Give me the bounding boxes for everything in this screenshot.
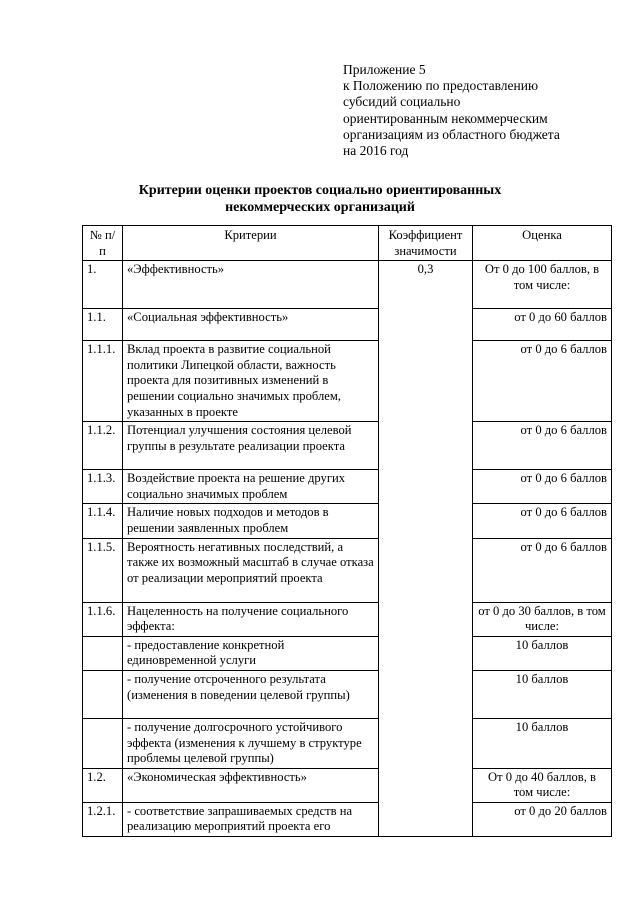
title-line-2: некоммерческих организаций	[225, 200, 415, 215]
row-criteria: - получение отсроченного результата (изменения в поведении целевой группы)	[123, 670, 379, 718]
row-score: 10 баллов	[473, 636, 612, 670]
row-score: 10 баллов	[473, 670, 612, 718]
row-criteria: «Социальная эффективность»	[123, 309, 379, 341]
row-num: 1.	[83, 261, 123, 309]
header-coef: Коэффициент значимости	[379, 226, 473, 261]
row-score: от 0 до 6 баллов	[473, 422, 612, 470]
row-score: от 0 до 6 баллов	[473, 504, 612, 538]
row-criteria: Наличие новых подходов и методов в решении заявленных проблем	[123, 504, 379, 538]
row-num	[83, 636, 123, 670]
row-criteria: Нацеленность на получение социального эффекта:	[123, 602, 379, 636]
row-score: от 0 до 30 баллов, в том числе:	[473, 602, 612, 636]
row-score: от 0 до 6 баллов	[473, 538, 612, 602]
table-row	[83, 802, 612, 836]
table-row	[83, 261, 612, 309]
table-row	[83, 309, 612, 341]
row-num	[83, 718, 123, 768]
row-criteria: Потенциал улучшения состояния целевой группы в результате реализации проекта	[123, 422, 379, 470]
row-criteria: Воздействие проекта на решение других социально значимых проблем	[123, 470, 379, 504]
table-row	[83, 768, 612, 802]
row-score: От 0 до 100 баллов, в том числе:	[473, 261, 612, 309]
appendix-line: на 2016 год	[343, 143, 409, 159]
coef-value: 0,3	[379, 261, 473, 837]
row-criteria: «Эффективность»	[123, 261, 379, 309]
header-score: Оценка	[473, 226, 612, 261]
row-num: 1.1.5.	[83, 538, 123, 602]
row-criteria: - соответствие запрашиваемых средств на реализацию мероприятий проекта его	[123, 802, 379, 836]
row-score: от 0 до 60 баллов	[473, 309, 612, 341]
row-score: 10 баллов	[473, 718, 612, 768]
row-num	[83, 670, 123, 718]
row-criteria: «Экономическая эффективность»	[123, 768, 379, 802]
table-row	[83, 470, 612, 504]
table-row	[83, 422, 612, 470]
row-score: от 0 до 20 баллов	[473, 802, 612, 836]
row-num: 1.1.1.	[83, 341, 123, 422]
row-criteria: - предоставление конкретной единовременной услуги	[123, 636, 379, 670]
row-criteria: Вероятность негативных последствий, а также их возможный масштаб в случае отказа от реализации мероприятий проекта	[123, 538, 379, 602]
table-row	[83, 538, 612, 602]
appendix-line: ориентированным некоммерческим	[343, 110, 548, 126]
table-row	[83, 504, 612, 538]
table-row	[83, 636, 612, 670]
row-num: 1.1.6.	[83, 602, 123, 636]
table-row	[83, 341, 612, 422]
table-row	[83, 602, 612, 636]
row-num: 1.1.2.	[83, 422, 123, 470]
appendix-line: Приложение 5	[343, 62, 426, 77]
title-line-1: Критерии оценки проектов социально ориентированных	[138, 183, 502, 198]
row-num: 1.1.4.	[83, 504, 123, 538]
row-criteria: Вклад проекта в развитие социальной политики Липецкой области, важность проекта для позитивных изменений в решении социально значимых проблем, указанных в проекте	[123, 341, 379, 422]
appendix-line: субсидий социально	[343, 94, 461, 110]
appendix-note	[343, 62, 613, 159]
row-num: 1.1.	[83, 309, 123, 341]
row-num: 1.1.3.	[83, 470, 123, 504]
table-row	[83, 670, 612, 718]
table-row	[83, 718, 612, 768]
appendix-line: организациям из областного бюджета	[343, 126, 560, 142]
table-header-row	[83, 226, 612, 261]
row-num: 1.2.	[83, 768, 123, 802]
row-score: от 0 до 6 баллов	[473, 470, 612, 504]
document-title	[0, 182, 640, 216]
header-num: № п/п	[83, 226, 123, 261]
row-score: от 0 до 6 баллов	[473, 341, 612, 422]
row-num: 1.2.1.	[83, 802, 123, 836]
criteria-table	[82, 225, 612, 837]
appendix-line: к Положению по предоставлению	[343, 78, 539, 94]
header-criteria: Критерии	[123, 226, 379, 261]
row-score: От 0 до 40 баллов, в том числе:	[473, 768, 612, 802]
row-criteria: - получение долгосрочного устойчивого эффекта (изменения к лучшему в структуре проблемы целевой группы)	[123, 718, 379, 768]
